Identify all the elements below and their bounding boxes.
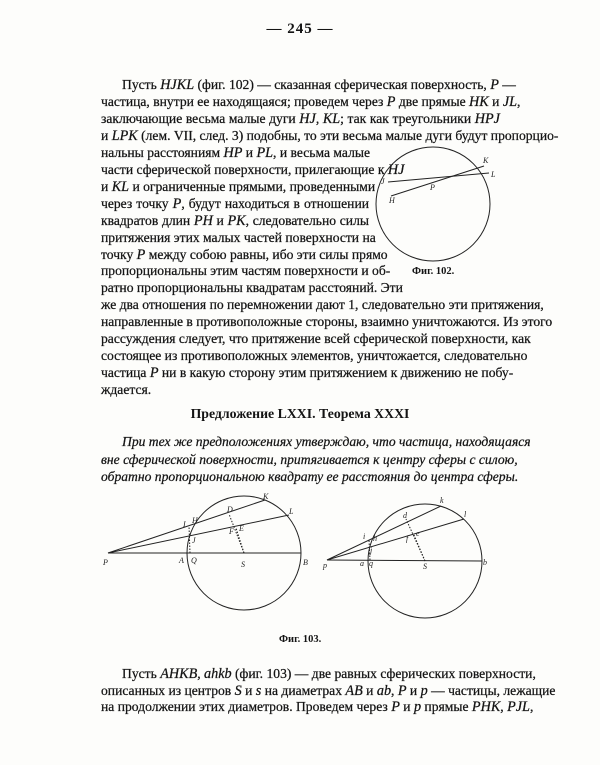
dotted-qh (189, 526, 190, 553)
text-line: пропорциональны этим частям поверхности и об- (101, 263, 391, 279)
page-number: — 245 — (266, 21, 334, 37)
text-line: притяжения этих малых частей поверхности на (101, 229, 376, 245)
text-line: же два отношения по перемножении дают 1, следовательно эти притяжения, (101, 297, 544, 313)
label-K: K (263, 492, 269, 501)
text-line: точку P между собою равны, ибо эти силы прямо (101, 246, 388, 263)
text-line: Пусть AHKB, ahkb (фиг. 103) — две равных сферических поверхности, (122, 666, 536, 682)
text-line: нальны расстояниям HP и PL, и весьма малые (101, 144, 371, 161)
label-q: q (369, 559, 373, 568)
text-line: направленные в противоположные стороны, взаимно уничтожаются. Из этого (101, 314, 553, 330)
label-j: J (381, 177, 385, 186)
label-f: f (406, 534, 409, 543)
text-line: обратно пропорциональною квадрату ее расстояния до центра сферы. (101, 469, 519, 484)
text-line: вне сферической поверхности, притягивается к центру сферы с силою, (101, 451, 518, 467)
label-H: H (192, 516, 198, 525)
label-s: S (423, 562, 427, 571)
text-line: рассуждения следует, что притяжение всей сферической поверхности, как (101, 331, 531, 347)
text-line: части сферической поверхности, прилегающие к HJ (101, 161, 405, 178)
text-line: При тех же предположениях утверждаю, что частица, находящаяся (122, 434, 531, 449)
text-line: через точку P, будут находиться в отношении (101, 195, 369, 212)
figure-103-left (108, 496, 301, 610)
label-e: e (416, 529, 420, 538)
label-p: p (323, 561, 327, 570)
text-line: Пусть HJKL (фиг. 102) — сказанная сферическая поверхность, P — (122, 77, 516, 93)
label-k: k (440, 496, 444, 505)
line-pb-small (327, 560, 482, 561)
label-P: P (103, 558, 108, 567)
figure-102-caption: Фиг. 102. (412, 266, 455, 277)
figure-103-right (327, 504, 482, 618)
text-line: и LPK (лем. VII, след. 3) подобны, то эти весьма малые дуги будут пропорцио- (101, 127, 559, 144)
chord-hk (391, 166, 484, 196)
label-l: l (464, 510, 467, 519)
figure-103-left-labels (102, 492, 308, 569)
label-S: S (241, 560, 245, 569)
line-pl (108, 515, 289, 553)
text-line: заключающие весьма малые дуги HJ, KL; так как треугольники HPJ (101, 110, 500, 127)
label-J: J (192, 536, 196, 545)
label-p: P (430, 183, 435, 192)
label-A: A (179, 556, 184, 565)
text-line: на продолжении этих диаметров. Проведем через P и p прямые PHK, PJL, (101, 699, 534, 715)
proposition-heading: Предложение LXXI. Теорема XXXI (190, 406, 410, 421)
text-line: состоящее из противоположных элементов, уничтожается, следовательно (101, 348, 528, 364)
label-j: j (370, 546, 373, 555)
label-E: E (239, 524, 244, 533)
text-line: частица, внутри ее находящаяся; проведем через P две прямые HK и JL, (101, 93, 521, 110)
label-l: L (491, 170, 496, 179)
line-pl-small (327, 519, 464, 560)
label-B: B (303, 558, 308, 567)
text-line: и KL и ограниченные прямыми, проведенными (101, 178, 376, 195)
label-a: a (360, 559, 364, 568)
label-b: b (483, 558, 487, 567)
label-d: d (403, 511, 407, 520)
label-Q: Q (191, 556, 197, 565)
line-pk-small (327, 506, 441, 560)
label-D: D (227, 505, 233, 514)
text-line: ждается. (101, 382, 152, 398)
figure-103-caption: Фиг. 103. (279, 634, 322, 645)
text-line: ратно пропорциональны квадратам расстояний. Эти (101, 280, 403, 296)
dotted-se-small (414, 535, 425, 561)
label-h: H (389, 196, 395, 205)
label-L: L (289, 507, 294, 516)
label-F: F (229, 527, 234, 536)
text-line: описанных из центров S и s на диаметрах AB и ab, P и p — частицы, лежащие (101, 682, 556, 699)
text-line: частица P ни в какую сторону этим притяжением к движению не побу- (101, 365, 514, 382)
label-I: I (183, 520, 186, 529)
label-k: K (483, 156, 489, 165)
label-h: h (373, 534, 377, 543)
label-i: i (363, 532, 366, 541)
text-line: квадратов длин PH и PK, следовательно силы (101, 212, 369, 229)
